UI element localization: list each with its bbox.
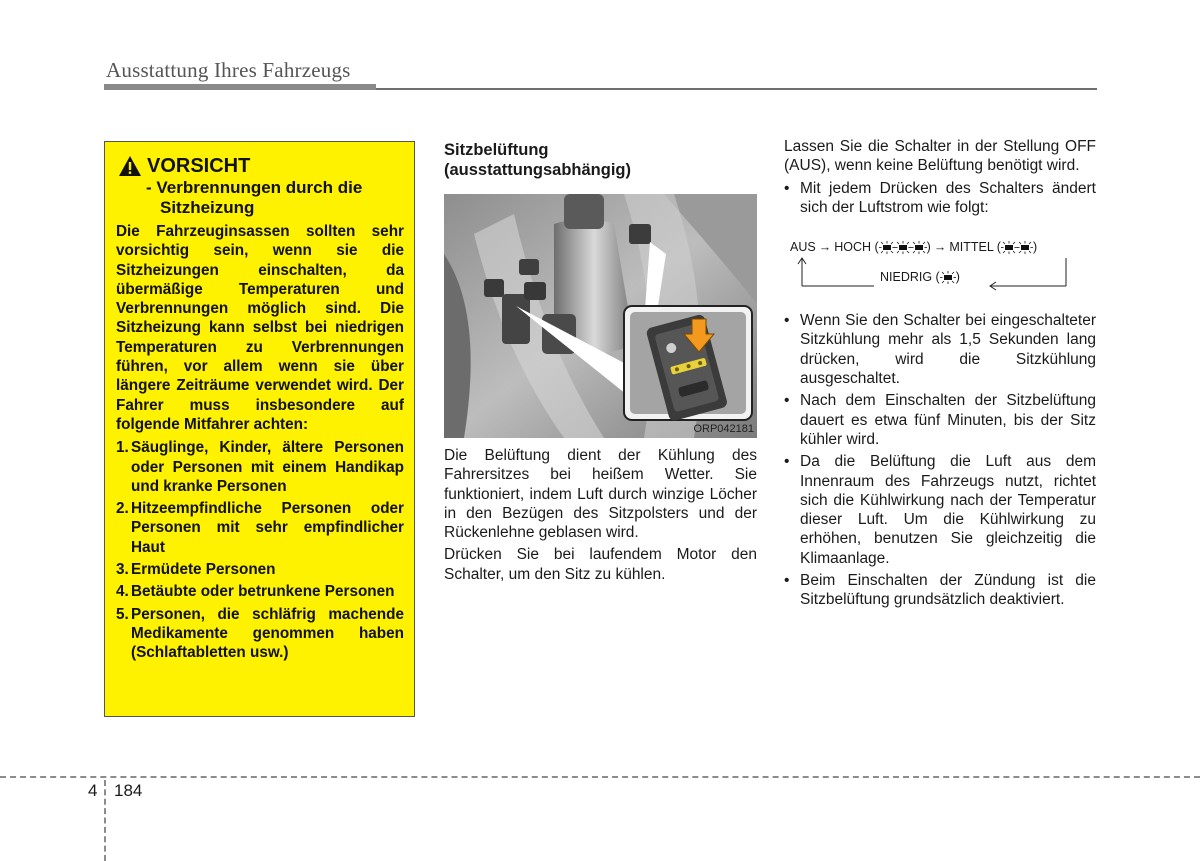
page-number: 184	[114, 781, 143, 800]
caution-title: VORSICHT	[147, 155, 251, 177]
list-item: • Nach dem Einschalten der Sitzbelüftung dauert es etwa fünf Minuten, bis der Sitz kühler wird.	[784, 392, 1096, 448]
airflow-sequence-diagram	[784, 231, 1096, 301]
list-item: 3. Ermüdete Personen	[116, 561, 276, 579]
airflow-sequence-top	[790, 240, 1037, 254]
flow-arrow: →	[933, 240, 947, 255]
caution-list	[116, 438, 404, 662]
caution-body: Die Fahrzeuginsassen sollten sehr vorsichtig sein, wenn sie die Sitzheizungen einschalten, da übermäßige Temperaturen und Verbrennungen möglich sind. Die Sitzheizung kann selbst bei niedrigen Temperaturen zu Verbrennungen führen, vor allem wenn sie über längere Zeiträume verwendet wird. Der Fahrer muss insbesondere auf folgende Mitfahrer achten:	[116, 223, 404, 433]
fan-level-icon	[895, 241, 911, 254]
footer-dashed-rule	[0, 776, 1200, 778]
right-column	[784, 137, 1096, 610]
page-header-title: Ausstattung Ihres Fahrzeugs	[106, 58, 351, 82]
list-item: 5. Personen, die schläfrig machende Medikamente genommen haben (Schlaftabletten usw.)	[116, 605, 404, 662]
flow-hoch-label: HOCH (	[834, 240, 879, 255]
list-item: 1. Säuglinge, Kinder, ältere Personen oder Personen mit einem Handikap und kranke Personen	[116, 439, 404, 495]
flow-mittel-label: MITTEL (	[949, 240, 1001, 255]
flow-aus-label: AUS	[790, 240, 816, 255]
fan-level-icon	[940, 271, 956, 284]
flow-close-paren: )	[926, 240, 931, 255]
caution-subtitle-line1: - Verbrennungen durch die	[146, 178, 363, 197]
header-rule-thin	[376, 88, 1097, 90]
footer-vertical-dashed-rule	[104, 780, 106, 861]
figure-code: ORP042181	[693, 423, 754, 435]
fan-level-icon	[911, 241, 927, 254]
warning-triangle-icon	[118, 155, 142, 177]
list-item: 4. Betäubte oder betrunkene Personen	[116, 583, 395, 601]
console-illustration	[444, 194, 757, 438]
fan-level-icon	[879, 241, 895, 254]
middle-column	[444, 140, 757, 584]
caution-heading	[118, 154, 404, 178]
section-title-line2: (ausstattungsabhängig)	[444, 161, 632, 179]
console-switch-photo	[444, 194, 757, 438]
section-title-line1: Sitzbelüftung	[444, 141, 549, 159]
flow-close-paren: )	[1032, 240, 1038, 255]
section-title	[444, 140, 757, 180]
list-item: • Da die Belüftung die Luft aus dem Innenraum des Fahrzeugs nutzt, richtet sich die Kühlwirkung nach der Temperatur dieser Luft. Um die Kühlwirkung zu erhöhen, benutzen Sie gleichzeitig die Klimaanlage.	[784, 453, 1096, 567]
flow-niedrig-label: NIEDRIG (	[880, 270, 940, 285]
paragraph: Drücken Sie bei laufendem Motor den Schalter, um den Sitz zu kühlen.	[444, 546, 757, 583]
paragraph: Die Belüftung dient der Kühlung des Fahrersitzes bei heißem Wetter. Sie funktioniert, indem Luft durch winzige Löcher in den Bezügen des Sitzpolsters und der Rückenlehne geblasen wird.	[444, 447, 757, 542]
airflow-sequence-bottom	[880, 270, 960, 284]
header-rule-thick	[104, 84, 376, 90]
fan-level-icon	[1001, 241, 1017, 254]
list-item: • Mit jedem Drücken des Schalters ändert sich der Luftstrom wie folgt:	[784, 179, 1096, 216]
flow-close-paren: )	[955, 270, 960, 285]
list-item: • Wenn Sie den Schalter bei eingeschalteter Sitzkühlung mehr als 1,5 Sekunden lang drücken, wird die Sitzkühlung ausgeschaltet.	[784, 312, 1096, 388]
chapter-number: 4	[88, 781, 98, 800]
intro-paragraph: Lassen Sie die Schalter in der Stellung OFF (AUS), wenn keine Belüftung benötigt wird.	[784, 138, 1096, 175]
list-item: • Beim Einschalten der Zündung ist die Sitzbelüftung grundsätzlich deaktiviert.	[784, 572, 1096, 609]
flow-arrow: →	[818, 240, 832, 255]
caution-subtitle-line2: Sitzheizung	[160, 198, 255, 217]
caution-box	[104, 141, 415, 717]
caution-subtitle	[146, 178, 404, 218]
fan-level-icon	[1017, 241, 1033, 254]
list-item: 2. Hitzeempfindliche Personen oder Personen mit sehr empfindlicher Haut	[116, 500, 404, 556]
